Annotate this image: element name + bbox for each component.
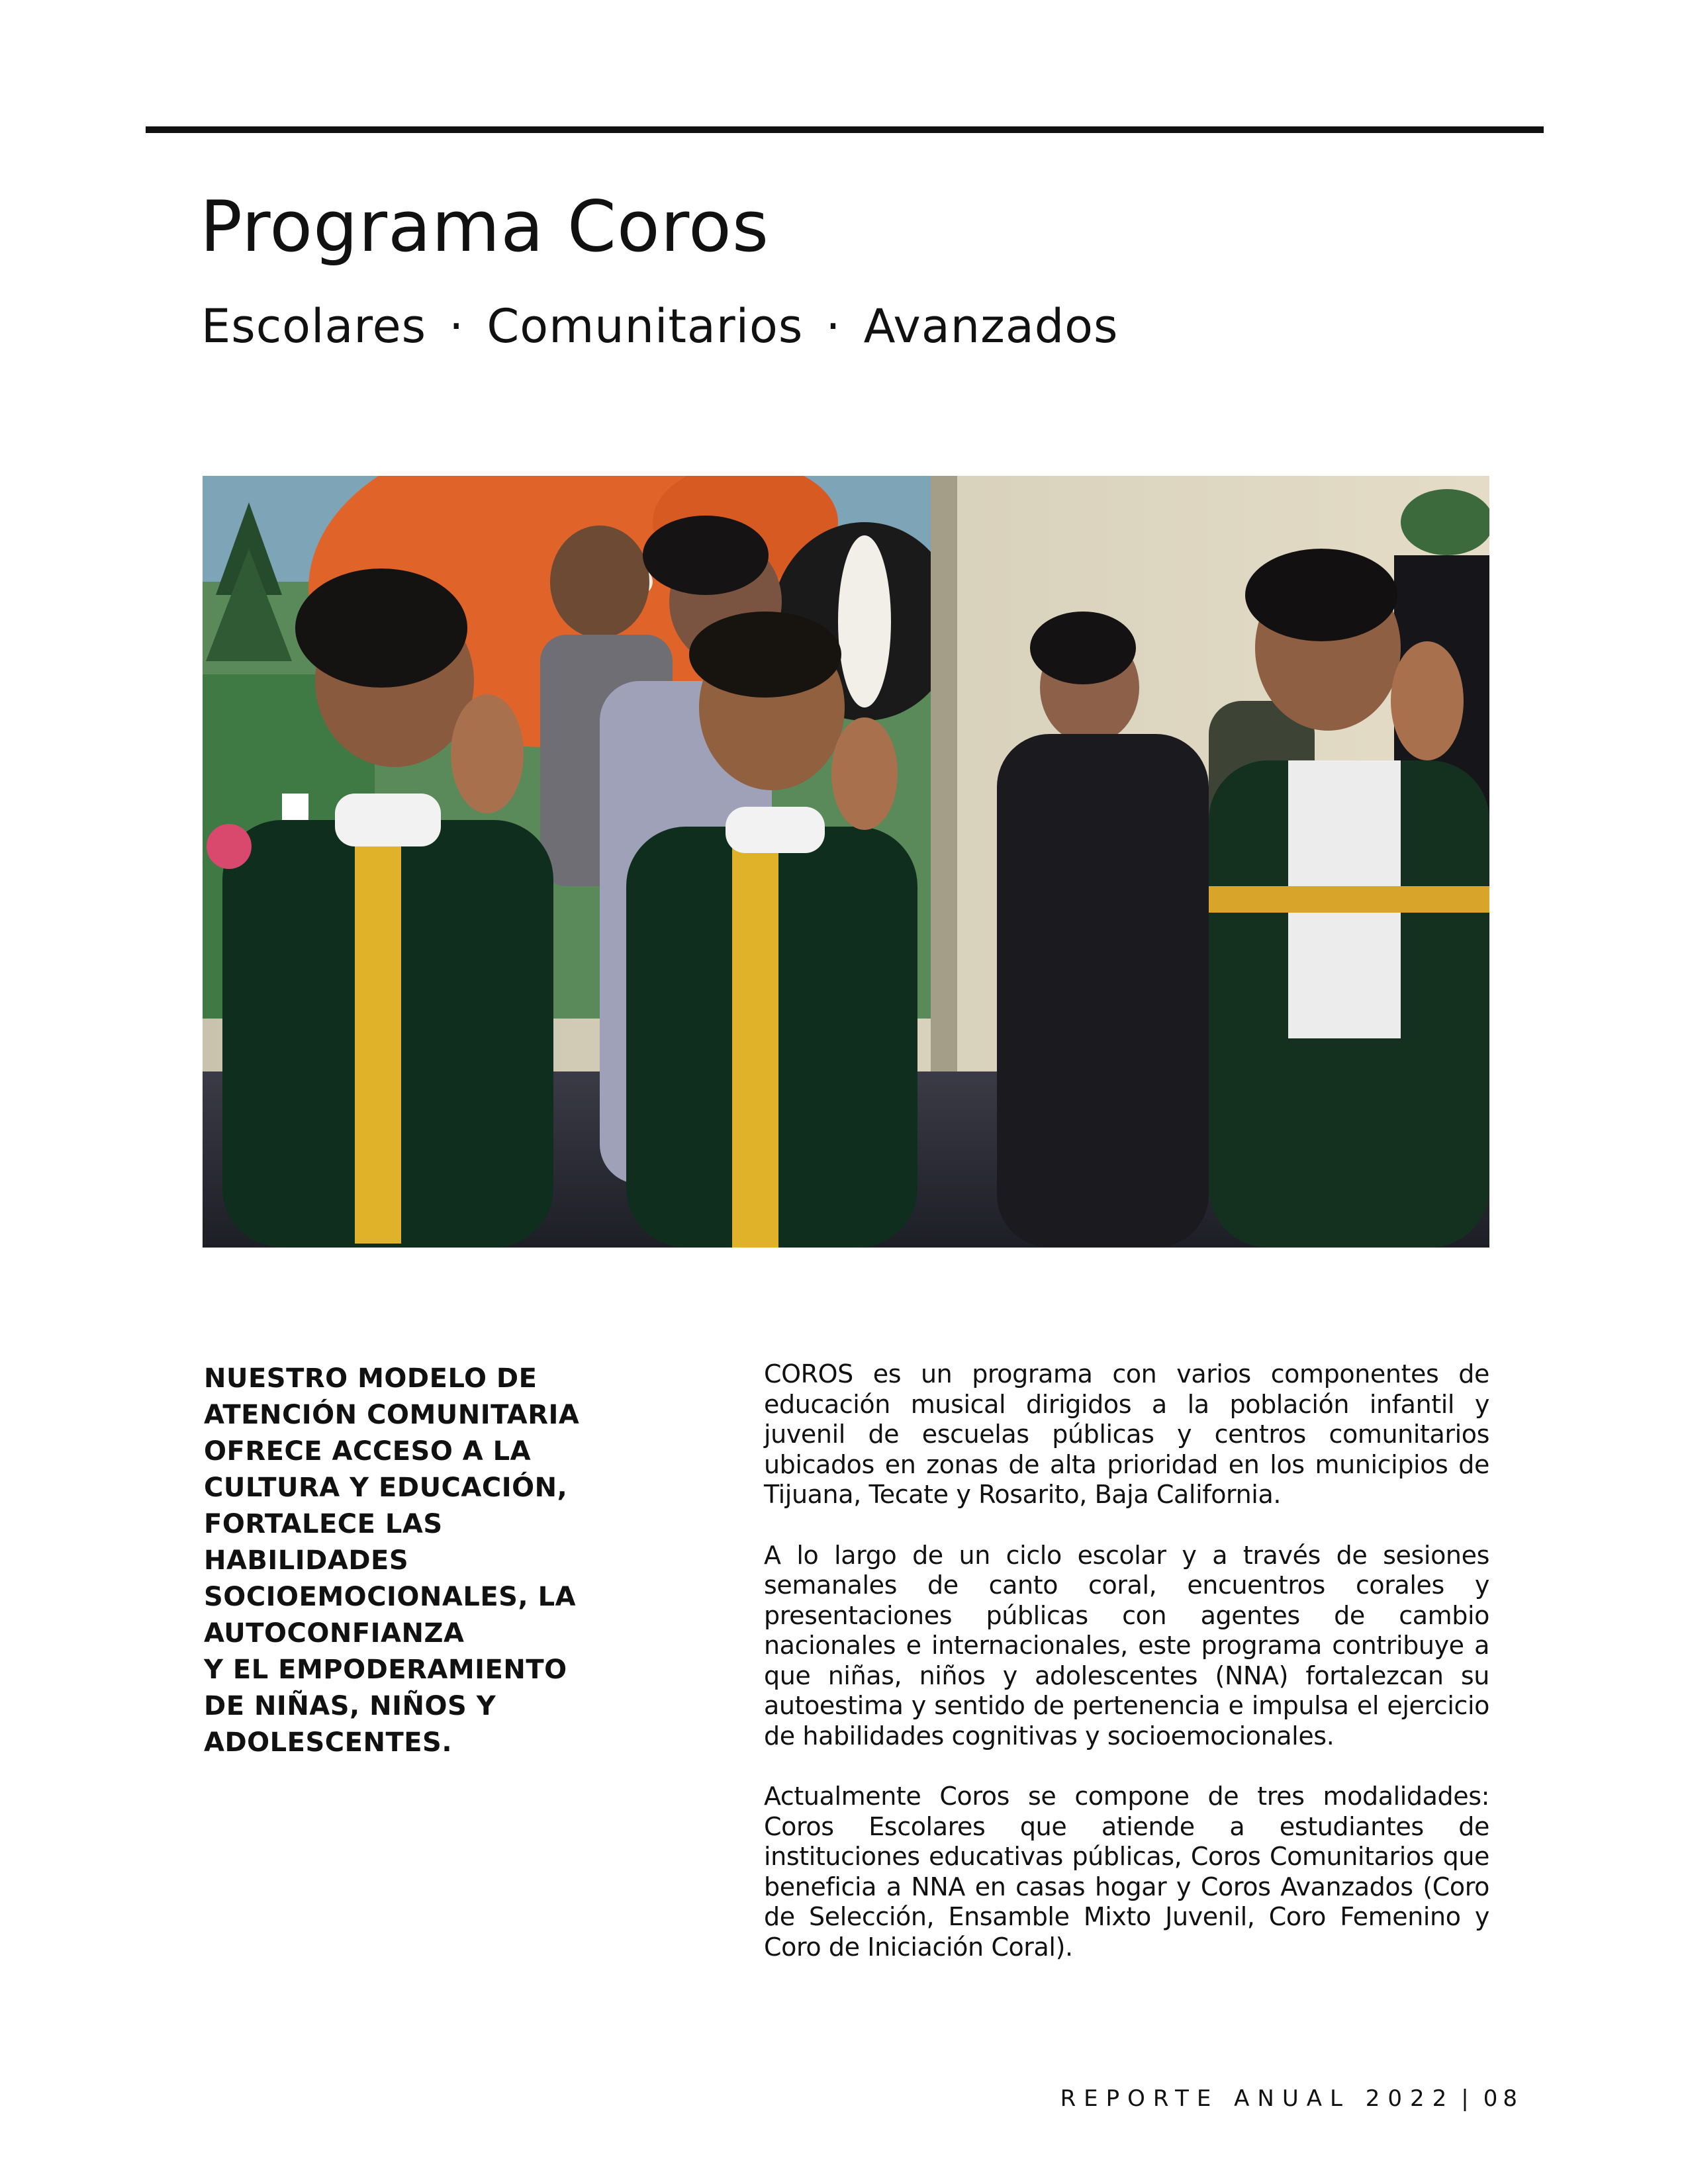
page-footer bbox=[1060, 2085, 1523, 2113]
report-label: REPORTE ANUAL 2022 bbox=[1060, 2085, 1455, 2112]
paragraph-intro: COROS es un programa con varios componentes de educación musical dirigidos a la población infantil y juvenil de escuelas públicas y centros comunitarios ubicados en zonas de alta prioridad en los municipios de Tijuana, Tecate y Rosarito, Baja California. bbox=[764, 1359, 1489, 1509]
paragraph-ciclo-escolar: A lo largo de un ciclo escolar y a través de sesiones semanales de canto coral, encuentros corales y presentaciones públicas con agentes de cambio nacionales e internacionales, este programa contribuye a que niñas, niños y adolescentes (NNA) fortalezcan su autoestima y sentido de pertenencia e impulsa el ejercicio de habilidades cognitivas y socioemocionales. bbox=[764, 1540, 1489, 1751]
lead-line: NUESTRO MODELO DE bbox=[204, 1363, 538, 1394]
subtitle-separator: · bbox=[449, 299, 465, 353]
lead-line: HABILIDADES bbox=[204, 1545, 409, 1576]
lead-line: CULTURA Y EDUCACIÓN, bbox=[204, 1473, 568, 1503]
top-rule bbox=[146, 126, 1544, 133]
subtitle bbox=[201, 296, 1118, 356]
paragraph-modalidades: Actualmente Coros se compone de tres modalidades: Coros Escolares que atiende a estudiantes de instituciones educativas públicas, Coros Comunitarios que beneficia a NNA en casas hogar y Coros Avanzados (Coro de Selección, Ensamble Mixto Juvenil, Coro Femenino y Coro de Iniciación Coral). bbox=[764, 1782, 1489, 1962]
lead-line: DE NIÑAS, NIÑOS Y bbox=[204, 1691, 496, 1721]
children-singing-photo bbox=[203, 476, 1489, 1248]
body-text bbox=[764, 1359, 1489, 1993]
subtitle-item-escolares: Escolares bbox=[201, 299, 427, 353]
lead-line: ATENCIÓN COMUNITARIA bbox=[204, 1400, 580, 1430]
lead-line: OFRECE ACCESO A LA bbox=[204, 1436, 532, 1467]
lead-line: FORTALECE LAS bbox=[204, 1509, 443, 1539]
lead-line: SOCIOEMOCIONALES, LA bbox=[204, 1582, 577, 1612]
page-number: 08 bbox=[1483, 2085, 1523, 2112]
lead-line: AUTOCONFIANZA bbox=[204, 1618, 465, 1649]
lead-statement bbox=[204, 1361, 641, 1761]
subtitle-item-comunitarios: Comunitarios bbox=[487, 299, 804, 353]
page-title: Programa Coros bbox=[200, 186, 770, 267]
lead-line: Y EL EMPODERAMIENTO bbox=[204, 1655, 567, 1685]
footer-divider: | bbox=[1461, 2085, 1469, 2112]
lead-line: ADOLESCENTES. bbox=[204, 1727, 453, 1758]
subtitle-item-avanzados: Avanzados bbox=[863, 299, 1119, 353]
subtitle-separator: · bbox=[825, 299, 841, 353]
